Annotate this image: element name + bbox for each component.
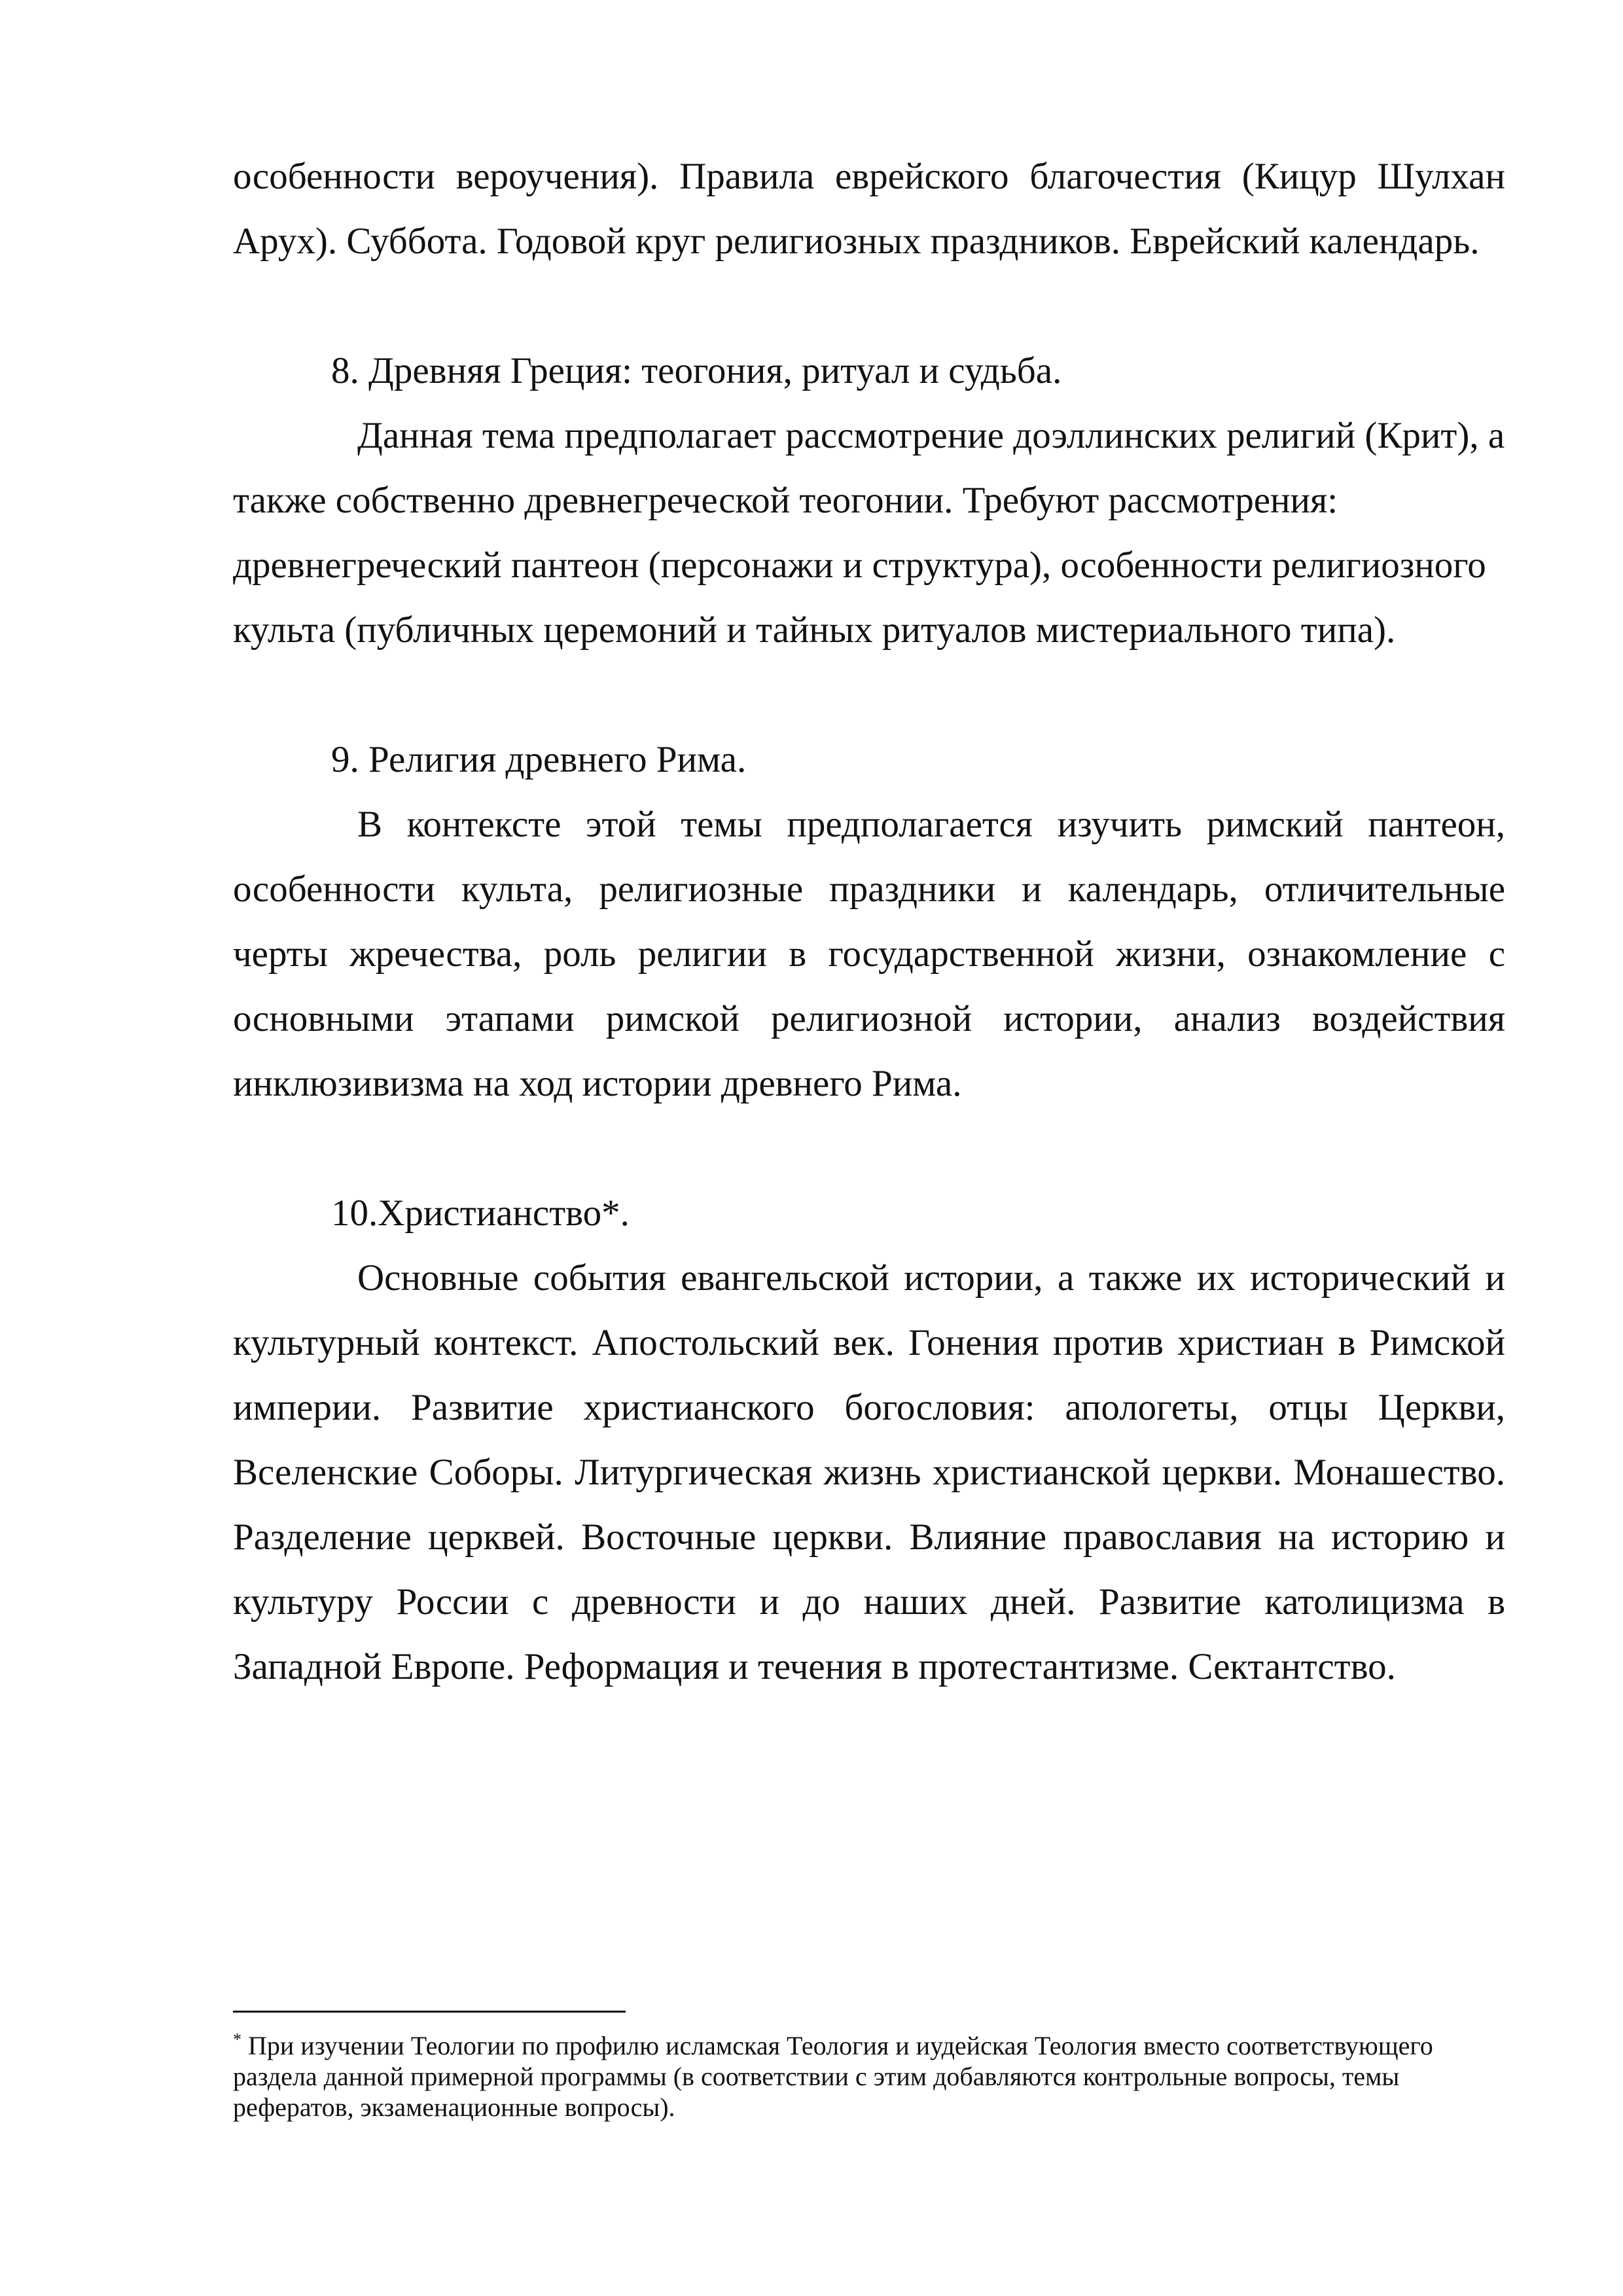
- section-heading-christianity: 10.Христианство*.: [331, 1193, 630, 1234]
- footnote: [233, 2030, 1505, 2123]
- spacer: [233, 1116, 1505, 1181]
- document-body: [233, 144, 1505, 1699]
- section-heading-rome: 9. Религия древнего Рима.: [331, 739, 747, 780]
- section-body-greece: Данная тема предполагает рассмотрение доэллинских религий (Крит), а также собственно древнегреческой теогонии. Требуют рассмотрения: древнегреческий пантеон (персонажи и структура), особенности религиозного культа (публичных церемоний и тайных ритуалов мистериального типа).: [233, 415, 1505, 651]
- section-body-rome: В контексте этой темы предполагается изучить римский пантеон, особенности культа, религиозные праздники и календарь, отличительные черты жречества, роль религии в государственной жизни, ознакомление с основными этапами римской религиозной истории, анализ воздействия инклюзивизма на ход истории древнего Рима.: [233, 804, 1505, 1104]
- footnote-text: При изучении Теологии по профилю исламская Теология и иудейская Теология вместо соответствующего раздела данной примерной программы (в соответствии с этим добавляются контрольные вопросы, темы рефератов, экзаменационные вопросы).: [233, 2031, 1433, 2122]
- footnote-marker: *: [233, 2030, 241, 2049]
- spacer: [233, 662, 1505, 727]
- footnote-paragraph: [233, 2030, 1505, 2123]
- section-body-christianity: Основные события евангельской истории, а также их исторический и культурный контекст. Апостольский век. Гонения против христиан в Римской империи. Развитие христианского богословия: апологеты, отцы Церкви, Вселенские Соборы. Литургическая жизнь христианской церкви. Монашество. Разделение церквей. Восточные церкви. Влияние православия на историю и культуру России с древности и до наших дней. Развитие католицизма в Западной Европе. Реформация и течения в протестантизме. Сектантство.: [233, 1257, 1505, 1687]
- footnote-separator: [233, 2011, 626, 2013]
- spacer: [233, 274, 1505, 338]
- opening-paragraph: особенности вероучения). Правила еврейского благочестия (Кицур Шулхан Арух). Суббота. Годовой круг религиозных праздников. Еврейский календарь.: [233, 156, 1505, 262]
- section-heading-greece: 8. Древняя Греция: теогония, ритуал и судьба.: [331, 350, 1062, 391]
